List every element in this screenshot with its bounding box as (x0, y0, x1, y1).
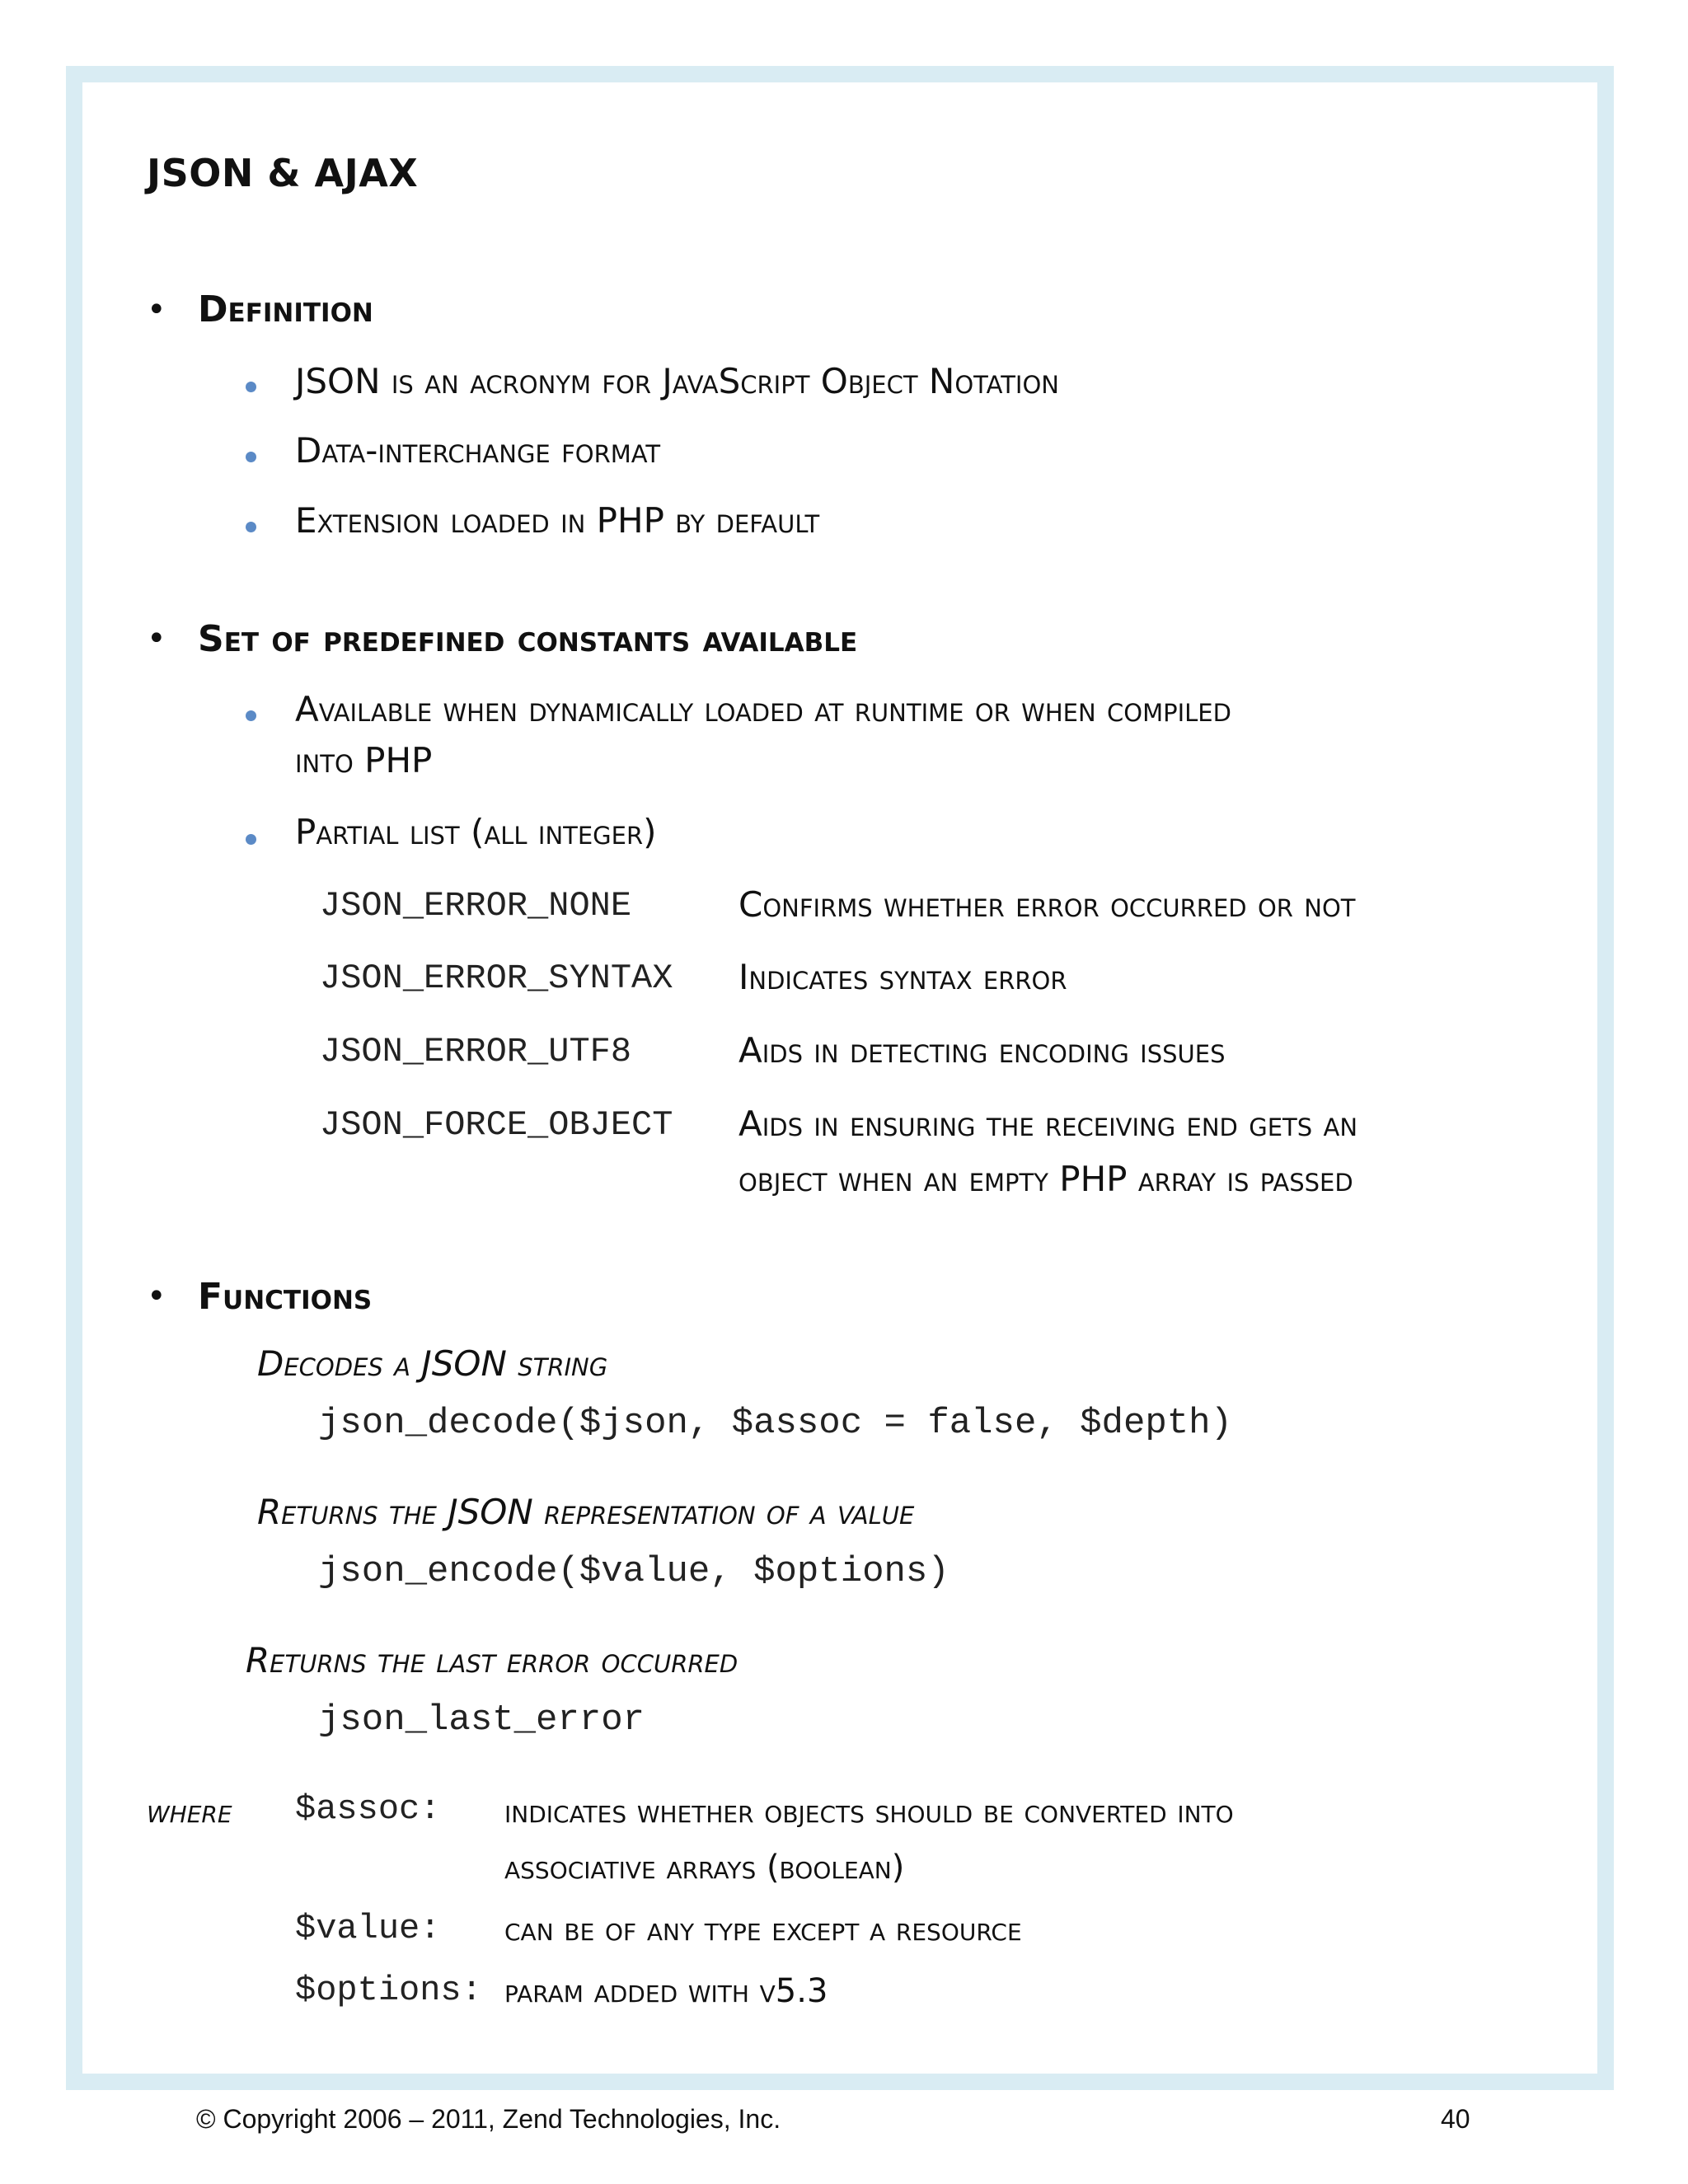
function-label: Returns the JSON representation of a value (257, 1492, 915, 1532)
constant-desc: Aids in detecting encoding issues (738, 1030, 1226, 1071)
constant-desc: Indicates syntax error (738, 957, 1067, 997)
section-heading-constants: Set of predefined constants available (198, 618, 858, 660)
bullet-dot: • (147, 1277, 166, 1315)
param-name: $assoc: (295, 1789, 441, 1829)
param-desc-continuation: associative arrays (boolean) (504, 1849, 905, 1886)
function-signature: json_decode($json, $assoc = false, $depth) (318, 1403, 1232, 1444)
function-signature: json_last_error (318, 1699, 645, 1741)
param-desc: can be of any type except a resource (504, 1910, 1022, 1948)
constant-name: JSON_ERROR_SYNTAX (320, 958, 673, 998)
constant-desc: Confirms whether error occurred or not (738, 884, 1356, 925)
function-label: Returns the last error occurred (246, 1640, 738, 1680)
constant-desc: Aids in ensuring the receiving end gets an (738, 1104, 1358, 1144)
bullet-dot (246, 382, 256, 392)
list-item: Data-interchange format (295, 430, 661, 471)
bullet-dot (246, 834, 256, 845)
constant-name: JSON_ERROR_UTF8 (320, 1032, 632, 1071)
param-desc: indicates whether objects should be converted into (504, 1793, 1234, 1830)
bullet-dot: • (147, 291, 166, 329)
bullet-dot (246, 710, 256, 721)
where-label: where (147, 1793, 232, 1830)
list-item: Extension loaded in PHP by default (295, 500, 820, 541)
function-signature: json_encode($value, $options) (318, 1551, 950, 1592)
param-name: $value: (295, 1909, 441, 1948)
list-item: Partial list (all integer) (295, 812, 657, 852)
section-heading-functions: Functions (198, 1276, 373, 1318)
list-item: JSON is an acronym for JavaScript Object Notation (295, 361, 1059, 401)
footer-copyright: © Copyright 2006 – 2011, Zend Technologies, Inc. (196, 2104, 781, 2134)
param-desc: param added with v5.3 (504, 1972, 828, 2010)
bullet-dot (246, 452, 256, 462)
constant-name: JSON_ERROR_NONE (320, 886, 632, 926)
page-number: 40 (1441, 2104, 1470, 2134)
list-item: Available when dynamically loaded at runtime or when compiled (295, 689, 1231, 729)
list-item-continuation: into PHP (295, 740, 433, 780)
param-name: $options: (295, 1971, 482, 2010)
bullet-dot: • (147, 620, 166, 658)
constant-desc-continuation: object when an empty PHP array is passed (738, 1159, 1353, 1199)
function-label: Decodes a JSON string (257, 1343, 608, 1384)
constant-name: JSON_FORCE_OBJECT (320, 1105, 673, 1145)
section-heading-definition: Definition (198, 288, 373, 330)
page-title: JSON & AJAX (147, 151, 419, 195)
bullet-dot (246, 522, 256, 532)
